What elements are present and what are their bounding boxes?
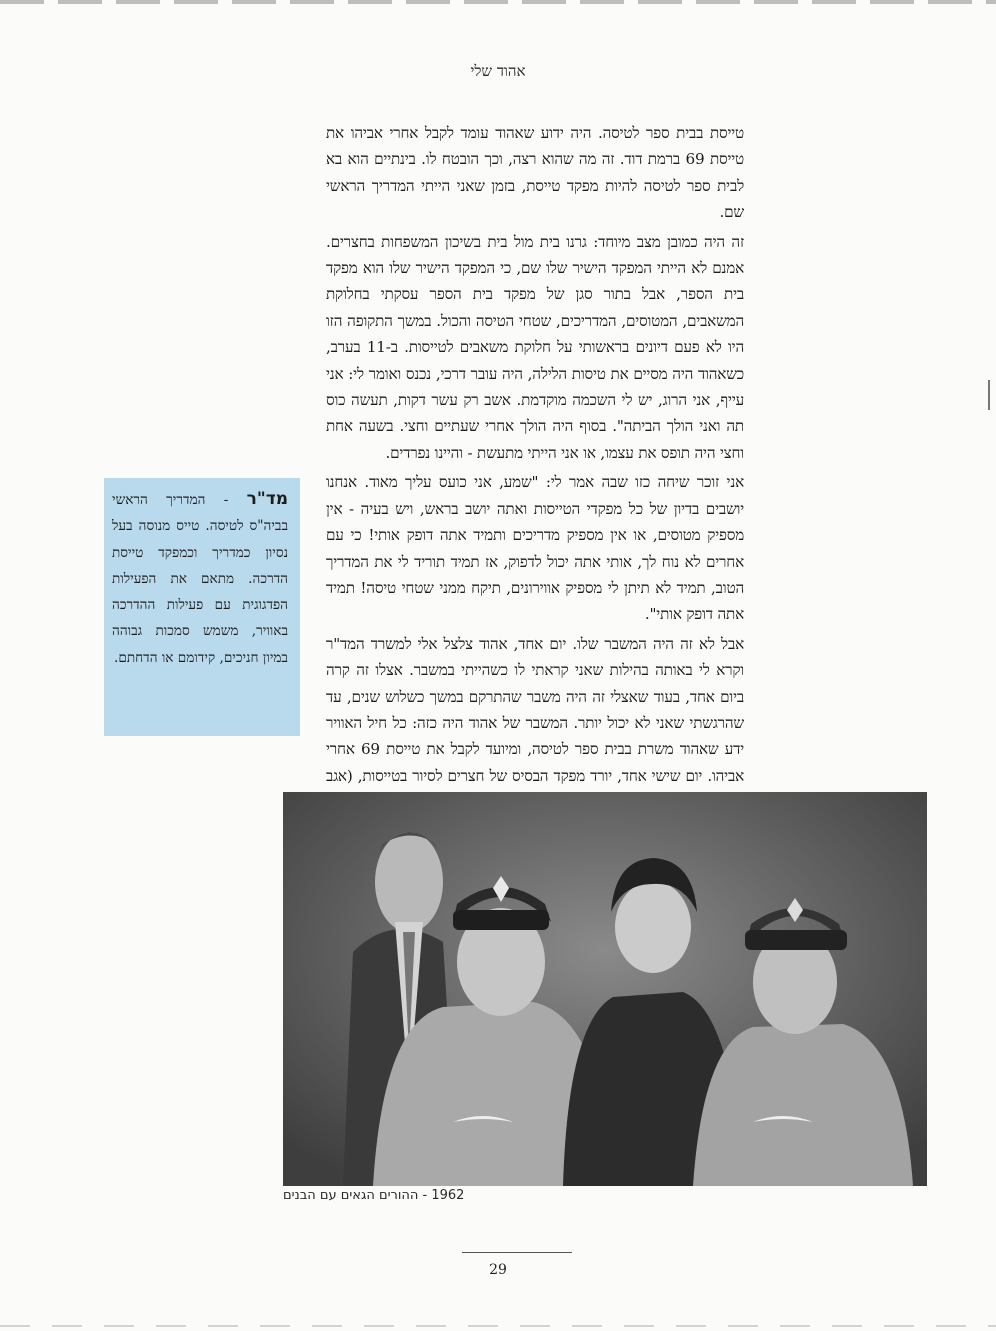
top-edge-rule: [0, 0, 996, 4]
glossary-definition: - המדריך הראשי בביה"ס לטיסה. טייס מנוסה בעל נסיון כמדריך וכמפקד טייסת הדרכה. מתאם את הפעילות הפדגוגית עם פעילות ההדרכה באוויר, משמש סמכות גבוהה במיון חניכים, קידומם או הדחתם.: [112, 492, 288, 666]
glossary-term: מד"ר: [246, 489, 288, 509]
bottom-edge-rule: [0, 1325, 996, 1327]
photo-caption: 1962 - ההורים הגאים עם הבנים: [283, 1188, 465, 1203]
paragraph: אני זוכר שיחה כזו שבה אמר לי: "שמע, אני כועס עליך מאוד. אנחנו יושבים בדיון של כל מפקדי הטייסות ואתה יושב בראש, ויש בעיה - אין מספיק מטוסים, או אין מספיק מדריכים ותמיד אתה דופק אותי! כי עם אחרים לא נוח לך, אותי אתה יכול לדפוק, אז תמיד תוריד לי את המדריך הטוב, תמיד לא תיתן לי מספיק אווירונים, תיקח ממני שטחי טיסה! תמיד אתה דופק אותי".: [326, 473, 744, 624]
page-number: 29: [489, 1262, 507, 1278]
folio-rule: [462, 1252, 572, 1253]
paragraph: זה היה כמובן מצב מיוחד: גרנו בית מול בית בשיכון המשפחות בחצרים. אמנם לא הייתי המפקד הישיר שלו שם, כי המפקד הישיר שלו הוא מפקד בית הספר, אבל בתור סגן של מפקד בית הספר עסקתי בחלוקת המשאבים, המטוסים, המדריכים, שטחי הטיסה והכול. במשך התקופה הזו היו לא פעם דיונים בראשותי על חלוקת משאבים לטייסות. ב-11 בערב, כשאהוד היה מסיים את טיסות הלילה, היה עובר דרכי, נכנס ואומר לי: אני עייף, אני הרוג, יש לי השכמה מוקדמת. אשב רק עשר דקות, תעשה כוס תה ואני הולך הביתה". בסוף היה הולך אחרי שעתיים וחצי. בשעה אחת וחצי היה תופס את עצמו, או אני הייתי מתעשת - והיינו נפרדים.: [326, 232, 744, 462]
paragraph: אבל לא זה היה המשבר שלו. יום אחד, אהוד צלצל אלי למשרד המד"ר וקרא לי באותה בהילות שאני קראתי לו כשהייתי במשבר. אצלו זה קרה ביום אחד, בעוד שאצלי זה היה משבר שהתרקם במשך כשלוש שנים, עד שהרגשתי שאני לא יכול יותר. המשבר של אהוד היה כזה: כל חיל האוויר ידע שאהוד משרת בבית ספר לטיסה, ומיועד לקבל את טייסת 69 אחרי אביהו. יום שישי אחד, יורד מפקד הבסיס של חצרים לסיור בטייסות, (אגב: [326, 634, 744, 785]
running-header: אהוד שלי: [470, 62, 526, 80]
paragraph: טייסת בבית ספר לטיסה. היה ידוע שאהוד עומד לקבל אחרי אביהו את טייסת 69 ברמת דוד. זה מה שהוא רצה, וכך הובטח לו. בינתיים הוא בא לבית ספר לטיסה להיות מפקד טייסת, בזמן שאני הייתי המדריך הראשי שם.: [326, 124, 745, 222]
margin-mark: [988, 380, 990, 410]
glossary-sidebar: [104, 478, 300, 736]
family-photo-illustration: [283, 792, 927, 1186]
family-photo: [283, 792, 927, 1186]
